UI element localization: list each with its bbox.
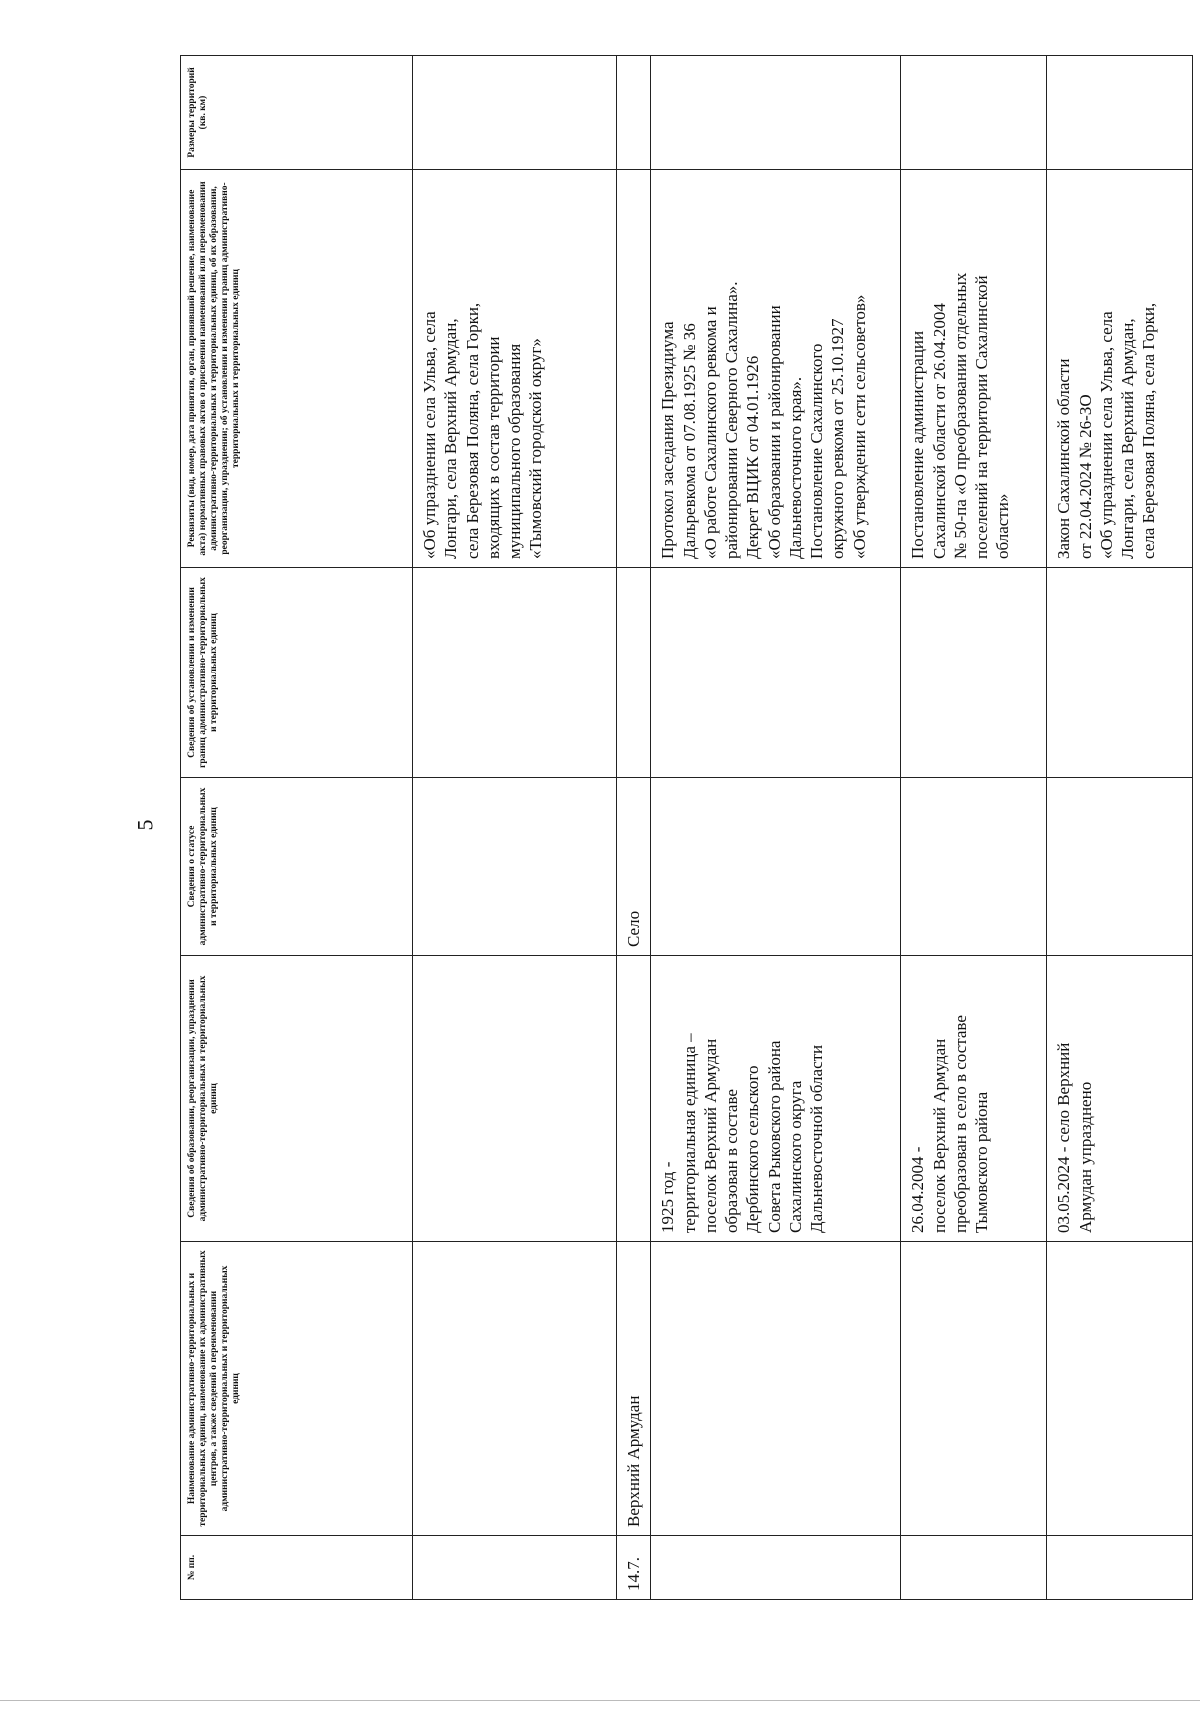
header-status: Сведения о статусе административно-территориальных и территориальных единиц — [181, 778, 413, 956]
table-row — [901, 56, 1047, 1600]
header-requisites: Реквизиты (вид, номер, дата принятия, орган, принявший решение, наименование акта) нормативных правовых актов о присвоении наименований или переименовании административно-территориальных и территориальных единиц, об их образовании, реорганизации, упразднении; об установлении и изменении границ административно-территориальных и территориальных единиц — [181, 170, 413, 568]
formation-cell: 03.05.2024 - село Верхний Армудан упразднено — [1047, 956, 1193, 1242]
header-formation: Сведения об образовании, реорганизации, упразднении административно-территориальных и территориальных единиц — [181, 956, 413, 1242]
header-area: Размеры территорий (кв. км) — [181, 56, 413, 170]
requisites-cell: Закон Сахалинской области от 22.04.2024 № 26-ЗО «Об упразднении села Ульва, села Лонгари, села Верхний Армудан, села Березовая Поляна, села Горки, — [1047, 170, 1193, 568]
requisites-cell: Постановление администрации Сахалинской области от 26.04.2004 № 50-па «О преобразовании отдельных поселений на территории Сахалинской области» — [901, 170, 1047, 568]
table-row-section — [617, 56, 651, 1600]
header-boundaries: Сведения об установлении и изменении границ административно-территориальных и территориальных единиц — [181, 568, 413, 778]
page-number: 5 — [132, 819, 158, 831]
section-number: 14.7. — [617, 1536, 651, 1600]
territorial-units-table — [180, 55, 1193, 1600]
header-num: № пп. — [181, 1536, 413, 1600]
section-status: Село — [617, 778, 651, 956]
formation-cell: 1925 год - территориальная единица – поселок Верхний Армудан образован в составе Дербинского сельского Совета Рыковского района Сахалинского округа Дальневосточной области — [651, 956, 901, 1242]
header-name: Наименование административно-территориальных и территориальных единиц, наименование их административных центров, а также сведений о переименовании административно-территориальных и территориальных единиц — [181, 1242, 413, 1536]
rotated-table-inner — [180, 56, 1193, 1600]
requisites-cell: Протокол заседания Президиума Дальревкома от 07.08.1925 № 36 «О работе Сахалинского ревкома и районировании Северного Сахалина». Декрет ВЦИК от 04.01.1926 «Об образовании и районировании Дальневосточного края». Постановление Сахалинского окружного ревкома от 25.10.1927 «Об утверждении сети сельсоветов» — [651, 170, 901, 568]
table-row — [651, 56, 901, 1600]
section-name: Верхний Армудан — [617, 1242, 651, 1536]
requisites-cell: «Об упразднении села Ульва, села Лонгари, села Верхний Армудан, села Березовая Поляна, села Горки, входящих в состав территории муниципального образования «Тымовский городской округ» — [413, 170, 617, 568]
table-row-continuation — [413, 56, 617, 1600]
rotated-table-wrapper — [180, 56, 1193, 1600]
table-row — [1047, 56, 1193, 1600]
scan-edge-line — [0, 1700, 1200, 1701]
formation-cell: 26.04.2004 - поселок Верхний Армудан преобразован в село в составе Тымовского района — [901, 956, 1047, 1242]
